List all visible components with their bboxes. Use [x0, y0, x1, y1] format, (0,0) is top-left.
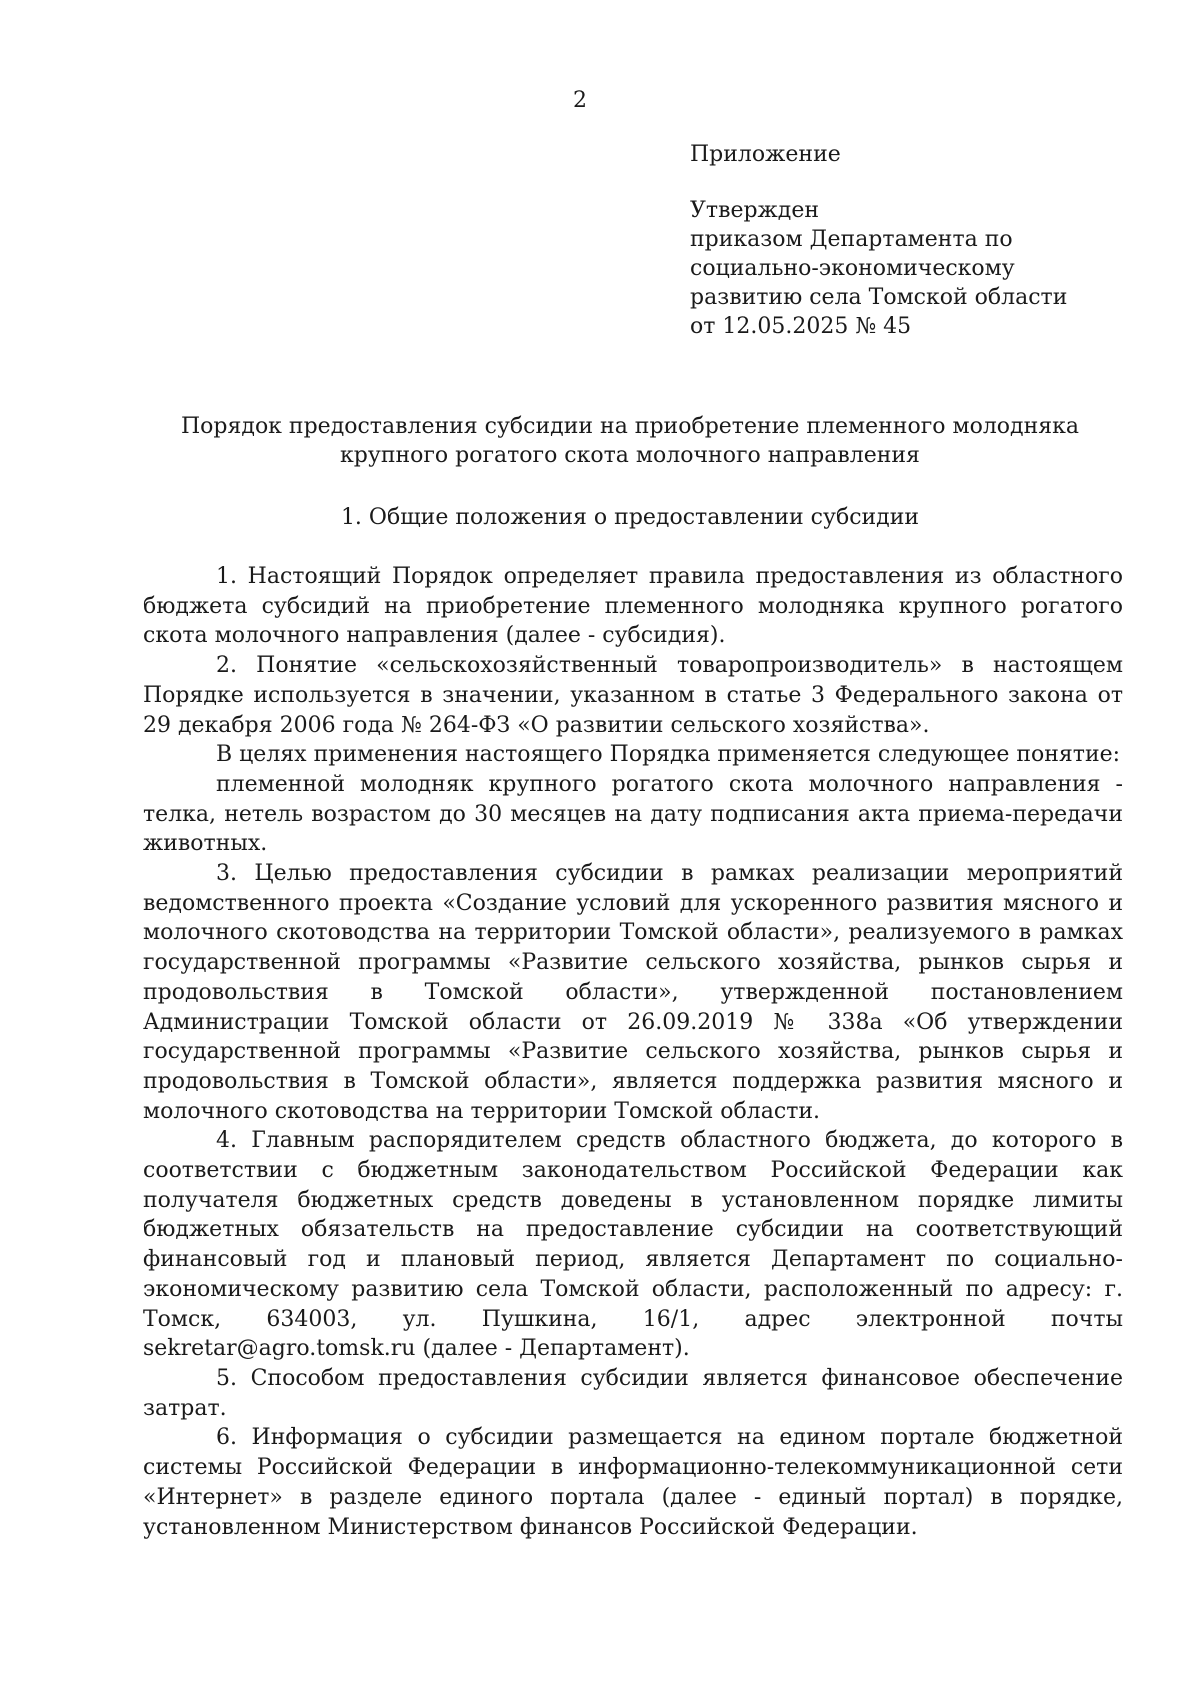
- paragraph-1: 1. Настоящий Порядок определяет правила предоставления из областного бюджета субсидий на приобретение племенного молодняка крупного рогатого скота молочного направления (далее - субсидия).: [143, 564, 1123, 649]
- approval-line-3: развитию села Томской области: [690, 285, 1068, 310]
- paragraph-2: 2. Понятие «сельскохозяйственный товаропроизводитель» в настоящем Порядке используется в значении, указанном в статье 3 Федерального закона от 29 декабря 2006 года № 264-ФЗ «О развитии сельского хозяйства».: [143, 653, 1123, 738]
- paragraph-definition-intro: В целях применения настоящего Порядка применяется следующее понятие:: [216, 742, 1121, 768]
- approval-line-1: приказом Департамента по: [690, 227, 1013, 252]
- paragraph-3: 3. Целью предоставления субсидии в рамках реализации мероприятий ведомственного проекта «Создание условий для ускоренного развития мясного и молочного скотоводства на территории Томской области», реализуемого в рамках государственной программы «Развитие сельского хозяйства, рынков сырья и продовольствия в Томской области», утвержденной постановлением Администрации Томской области от 26.09.2019 № 338а «Об утверждении государственной программы «Развитие сельского хозяйства, рынков сырья и продовольствия в Томской области», является поддержка развития мясного и молочного скотоводства на территории Томской области.: [143, 861, 1123, 1124]
- document-body: [143, 562, 1123, 1542]
- paragraph-definition: племенной молодняк крупного рогатого скота молочного направления - телка, нетель возрастом до 30 месяцев на дату подписания акта приема-передачи животных.: [143, 771, 1123, 857]
- approval-block: [690, 140, 1150, 341]
- paragraph-6: 6. Информация о субсидии размещается на едином портале бюджетной системы Российской Федерации в информационно-телекоммуникационной сети «Интернет» в разделе единого портала (далее - единый портал) в порядке, установленном Министерством финансов Российской Федерации.: [143, 1425, 1123, 1540]
- appendix-label: Приложение: [690, 142, 841, 167]
- section-heading: 1. Общие положения о предоставлении субсидии: [340, 505, 920, 530]
- approval-line-2: социально-экономическому: [690, 256, 1015, 281]
- paragraph-4: 4. Главным распорядителем средств областного бюджета, до которого в соответствии с бюджетным законодательством Российской Федерации как получателя бюджетных средств доведены в установленном порядке лимиты бюджетных обязательств на предоставление субсидии на соответствующий финансовый год и плановый период, является Департамент по социально-экономическому развитию села Томской области, расположенный по адресу: г. Томск, 634003, ул. Пушкина, 16/1, адрес электронной почты sekretar@agro.tomsk.ru (далее - Департамент).: [143, 1128, 1123, 1362]
- paragraph-5: 5. Способом предоставления субсидии является финансовое обеспечение затрат.: [143, 1365, 1123, 1421]
- approved-label: Утвержден: [690, 198, 820, 223]
- approval-date-number: от 12.05.2025 № 45: [690, 314, 912, 339]
- page-number: 2: [573, 88, 587, 113]
- document-title: Порядок предоставления субсидии на приобретение племенного молодняка крупного рогатого скота молочного направления: [181, 414, 1079, 468]
